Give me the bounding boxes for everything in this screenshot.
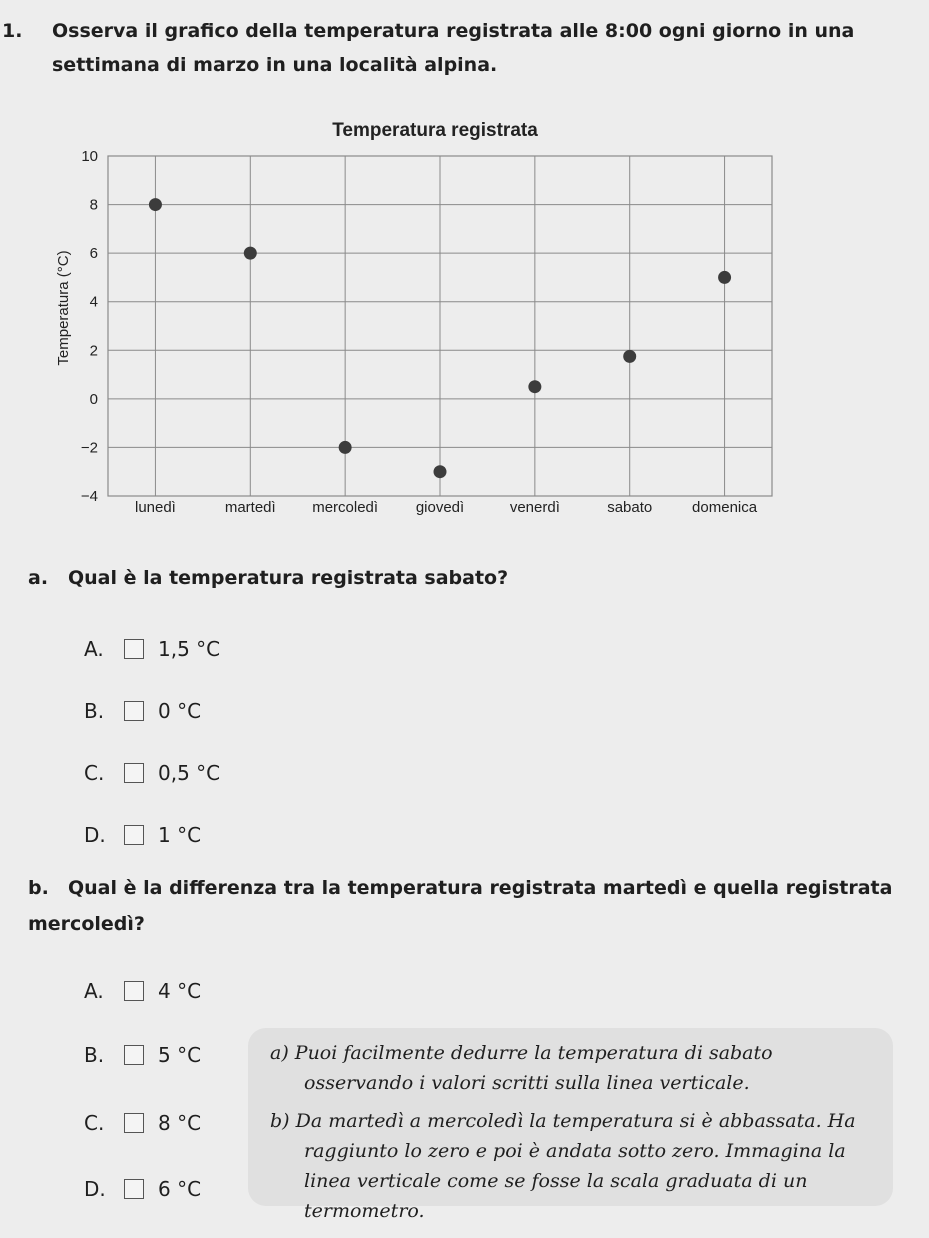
data-point — [623, 350, 636, 363]
option-value: 6 °C — [158, 1177, 202, 1201]
temperature-chart — [55, 108, 790, 528]
option-value: 8 °C — [158, 1111, 202, 1135]
checkbox[interactable] — [124, 701, 144, 721]
y-tick-label: 6 — [89, 245, 98, 263]
option-b-a[interactable] — [84, 976, 201, 1006]
option-a-d[interactable] — [84, 820, 201, 850]
checkbox[interactable] — [124, 639, 144, 659]
y-tick-label: −2 — [80, 439, 98, 457]
x-tick-label: giovedì — [415, 499, 465, 516]
data-point — [339, 441, 352, 454]
option-value: 5 °C — [158, 1043, 202, 1067]
option-a-b[interactable] — [84, 696, 201, 726]
hint-b: b) Da martedì a mercoledì la temperatura si è abbassata. Ha raggiunto lo zero e poi è andata sotto zero. Immagina la linea verticale come se fosse la scala graduata di un termometro. — [270, 1110, 856, 1222]
question-number: 1. — [2, 20, 23, 42]
x-tick-label: sabato — [607, 499, 653, 516]
option-b-c[interactable] — [84, 1108, 201, 1138]
option-value: 4 °C — [158, 979, 202, 1003]
option-b-b[interactable] — [84, 1040, 201, 1070]
checkbox[interactable] — [124, 763, 144, 783]
data-point — [434, 465, 447, 478]
option-letter: D. — [84, 1177, 106, 1201]
checkbox[interactable] — [124, 825, 144, 845]
option-value: 0,5 °C — [158, 761, 221, 785]
option-a-a[interactable] — [84, 634, 220, 664]
y-tick-label: −4 — [80, 488, 98, 505]
option-a-c[interactable] — [84, 758, 220, 788]
option-letter: D. — [84, 823, 106, 847]
checkbox[interactable] — [124, 1113, 144, 1133]
option-value: 0 °C — [158, 699, 202, 723]
part-b-text: Qual è la differenza tra la temperatura registrata martedì e quella registrata mercoledì? — [28, 877, 893, 935]
option-letter: C. — [84, 761, 105, 785]
y-tick-label: 2 — [89, 342, 98, 360]
y-tick-label: 8 — [89, 196, 98, 214]
checkbox[interactable] — [124, 981, 144, 1001]
x-tick-label: martedì — [224, 499, 276, 516]
option-value: 1 °C — [158, 823, 202, 847]
x-tick-label: venerdì — [509, 499, 560, 516]
option-letter: B. — [84, 699, 105, 723]
x-tick-label: mercoledì — [312, 499, 379, 516]
option-b-d[interactable] — [84, 1174, 201, 1204]
option-letter: C. — [84, 1111, 105, 1135]
part-a-letter: a. — [28, 567, 49, 589]
question-text: Osserva il grafico della temperatura registrata alle 8:00 ogni giorno in una settimana di marzo in una località alpina. — [52, 20, 855, 76]
option-value: 1,5 °C — [158, 637, 221, 661]
hint-box — [248, 1028, 893, 1222]
part-b-question — [28, 870, 898, 942]
part-a-question — [28, 560, 508, 596]
x-tick-label: lunedì — [134, 499, 176, 516]
checkbox[interactable] — [124, 1045, 144, 1065]
y-tick-label: 10 — [81, 148, 98, 165]
part-a-text: Qual è la temperatura registrata sabato? — [68, 567, 509, 589]
data-point — [718, 271, 731, 284]
data-point — [244, 247, 257, 260]
part-b-letter: b. — [28, 877, 49, 899]
chart-title: Temperatura registrata — [332, 120, 538, 141]
data-point — [528, 380, 541, 393]
y-tick-label: 4 — [89, 293, 98, 311]
option-letter: A. — [84, 979, 104, 1003]
x-tick-label: domenica — [692, 499, 758, 516]
y-axis-label: Temperatura (°C) — [55, 250, 72, 366]
option-letter: B. — [84, 1043, 105, 1067]
checkbox[interactable] — [124, 1179, 144, 1199]
data-point — [149, 198, 162, 211]
option-letter: A. — [84, 637, 104, 661]
hint-a: a) Puoi facilmente dedurre la temperatura di sabato osservando i valori scritti sulla linea verticale. — [270, 1042, 773, 1094]
y-tick-label: 0 — [89, 390, 98, 408]
